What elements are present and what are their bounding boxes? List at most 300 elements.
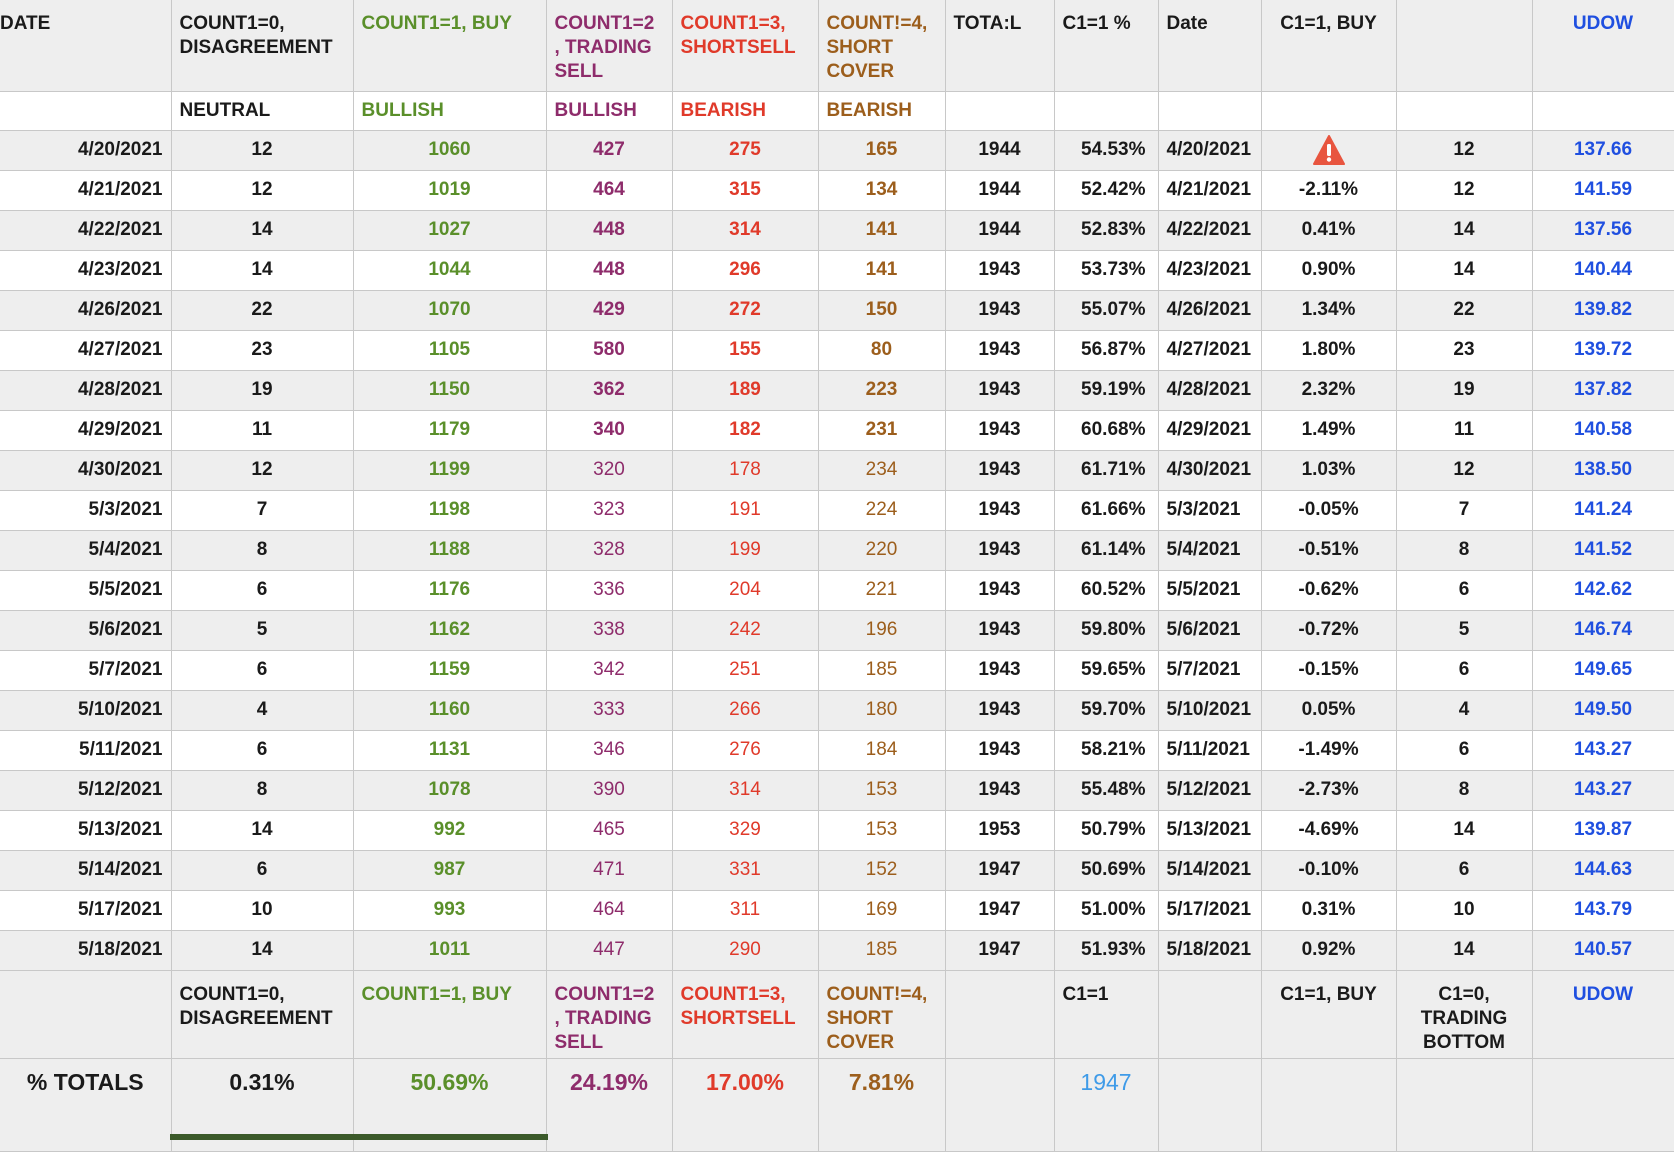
cell-count3[interactable]: 178 — [672, 450, 818, 490]
cell-count1[interactable]: 1078 — [353, 770, 546, 810]
totals-cell-buy[interactable] — [1261, 1058, 1396, 1151]
header-count0[interactable] — [171, 0, 353, 91]
header-c1pct[interactable] — [1054, 0, 1158, 91]
cell-count4[interactable]: 153 — [818, 770, 945, 810]
cell-date2[interactable]: 4/27/2021 — [1158, 330, 1261, 370]
cell-date[interactable]: 4/21/2021 — [0, 170, 171, 210]
cell-date2[interactable]: 4/26/2021 — [1158, 290, 1261, 330]
cell-count0[interactable]: 11 — [171, 410, 353, 450]
cell-count-repeat[interactable]: 6 — [1396, 650, 1532, 690]
cell-total[interactable]: 1944 — [945, 210, 1054, 250]
cell-count0[interactable]: 23 — [171, 330, 353, 370]
cell-udow[interactable]: 141.59 — [1532, 170, 1674, 210]
cell-count1[interactable]: 1188 — [353, 530, 546, 570]
cell-udow[interactable]: 140.58 — [1532, 410, 1674, 450]
cell-date2[interactable]: 4/21/2021 — [1158, 170, 1261, 210]
cell-count2[interactable]: 464 — [546, 890, 672, 930]
cell-c1pct[interactable]: 61.71% — [1054, 450, 1158, 490]
cell-count-repeat[interactable]: 12 — [1396, 130, 1532, 170]
cell-date[interactable]: 4/28/2021 — [0, 370, 171, 410]
cell-count2[interactable]: 390 — [546, 770, 672, 810]
cell-date[interactable]: 4/27/2021 — [0, 330, 171, 370]
cell-count2[interactable]: 323 — [546, 490, 672, 530]
cell-count4[interactable]: 141 — [818, 250, 945, 290]
cell-c1pct[interactable]: 51.93% — [1054, 930, 1158, 970]
cell-c1buy[interactable]: -0.10% — [1261, 850, 1396, 890]
cell-date[interactable]: 5/11/2021 — [0, 730, 171, 770]
cell-c1pct[interactable]: 54.53% — [1054, 130, 1158, 170]
cell-c1buy[interactable]: 1.34% — [1261, 290, 1396, 330]
cell-count3[interactable]: 311 — [672, 890, 818, 930]
cell-count3[interactable]: 272 — [672, 290, 818, 330]
cell-count2[interactable]: 448 — [546, 250, 672, 290]
cell-count3[interactable]: 189 — [672, 370, 818, 410]
header-count1[interactable] — [353, 0, 546, 91]
cell-date[interactable]: 4/23/2021 — [0, 250, 171, 290]
cell-c1buy[interactable]: 1.03% — [1261, 450, 1396, 490]
cell-count0[interactable]: 14 — [171, 930, 353, 970]
cell-count2[interactable]: 464 — [546, 170, 672, 210]
cell-count0[interactable]: 19 — [171, 370, 353, 410]
cell-count3[interactable]: 266 — [672, 690, 818, 730]
cell-date[interactable]: 5/10/2021 — [0, 690, 171, 730]
cell-count4[interactable]: 220 — [818, 530, 945, 570]
cell-count2[interactable]: 333 — [546, 690, 672, 730]
cell-count1[interactable]: 992 — [353, 810, 546, 850]
cell-date[interactable]: 5/17/2021 — [0, 890, 171, 930]
cell-count3[interactable]: 275 — [672, 130, 818, 170]
cell-date[interactable]: 5/4/2021 — [0, 530, 171, 570]
cell-date2[interactable]: 5/17/2021 — [1158, 890, 1261, 930]
cell-count3[interactable]: 251 — [672, 650, 818, 690]
cell-count4[interactable]: 152 — [818, 850, 945, 890]
cell-count2[interactable]: 328 — [546, 530, 672, 570]
cell-count1[interactable]: 1027 — [353, 210, 546, 250]
cell-count0[interactable]: 12 — [171, 170, 353, 210]
cell-udow[interactable]: 143.27 — [1532, 770, 1674, 810]
cell-c1buy[interactable]: 2.32% — [1261, 370, 1396, 410]
cell-date[interactable]: 4/20/2021 — [0, 130, 171, 170]
cell-udow[interactable]: 137.82 — [1532, 370, 1674, 410]
cell-date[interactable]: 5/3/2021 — [0, 490, 171, 530]
cell-count4[interactable]: 196 — [818, 610, 945, 650]
totals-count1[interactable]: 50.69% — [353, 1058, 546, 1151]
cell-c1pct[interactable]: 61.14% — [1054, 530, 1158, 570]
cell-udow[interactable]: 138.50 — [1532, 450, 1674, 490]
sub-bearish-2[interactable]: BEARISH — [818, 91, 945, 130]
cell-count4[interactable]: 224 — [818, 490, 945, 530]
footer-count2[interactable] — [546, 970, 672, 1058]
cell-count2[interactable]: 320 — [546, 450, 672, 490]
cell-udow[interactable]: 143.79 — [1532, 890, 1674, 930]
cell-total[interactable]: 1943 — [945, 730, 1054, 770]
cell-c1buy[interactable]: -0.62% — [1261, 570, 1396, 610]
totals-count3[interactable]: 17.00% — [672, 1058, 818, 1151]
header-count2[interactable] — [546, 0, 672, 91]
cell-total[interactable]: 1943 — [945, 690, 1054, 730]
cell-udow[interactable]: 139.87 — [1532, 810, 1674, 850]
cell-count3[interactable]: 290 — [672, 930, 818, 970]
cell-total[interactable]: 1953 — [945, 810, 1054, 850]
cell-c1pct[interactable]: 60.52% — [1054, 570, 1158, 610]
totals-cell-udow[interactable] — [1532, 1058, 1674, 1151]
cell-count0[interactable]: 12 — [171, 130, 353, 170]
cell-count1[interactable]: 1150 — [353, 370, 546, 410]
sub-cell-blank[interactable] — [1396, 91, 1532, 130]
cell-c1pct[interactable]: 59.70% — [1054, 690, 1158, 730]
totals-count4[interactable]: 7.81% — [818, 1058, 945, 1151]
cell-udow[interactable]: 139.82 — [1532, 290, 1674, 330]
cell-udow[interactable]: 149.50 — [1532, 690, 1674, 730]
cell-count0[interactable]: 7 — [171, 490, 353, 530]
cell-date2[interactable]: 5/13/2021 — [1158, 810, 1261, 850]
sub-bearish-1[interactable]: BEARISH — [672, 91, 818, 130]
totals-cell-total[interactable] — [945, 1058, 1054, 1151]
cell-c1pct[interactable]: 59.65% — [1054, 650, 1158, 690]
cell-udow[interactable]: 140.57 — [1532, 930, 1674, 970]
cell-total[interactable]: 1943 — [945, 410, 1054, 450]
cell-date[interactable]: 4/30/2021 — [0, 450, 171, 490]
cell-total[interactable]: 1943 — [945, 370, 1054, 410]
cell-count1[interactable]: 1159 — [353, 650, 546, 690]
footer-c0bottom[interactable] — [1396, 970, 1532, 1058]
totals-c1value[interactable]: 1947 — [1054, 1058, 1158, 1151]
cell-date[interactable]: 5/7/2021 — [0, 650, 171, 690]
cell-total[interactable]: 1943 — [945, 250, 1054, 290]
cell-count0[interactable]: 12 — [171, 450, 353, 490]
header-date[interactable] — [0, 0, 171, 91]
cell-count-repeat[interactable]: 8 — [1396, 770, 1532, 810]
cell-count3[interactable]: 329 — [672, 810, 818, 850]
cell-count1[interactable]: 987 — [353, 850, 546, 890]
cell-count4[interactable]: 134 — [818, 170, 945, 210]
cell-date2[interactable]: 5/6/2021 — [1158, 610, 1261, 650]
cell-count-repeat[interactable]: 6 — [1396, 850, 1532, 890]
cell-udow[interactable]: 144.63 — [1532, 850, 1674, 890]
cell-c1pct[interactable]: 55.07% — [1054, 290, 1158, 330]
cell-count1[interactable]: 1176 — [353, 570, 546, 610]
cell-count3[interactable]: 314 — [672, 770, 818, 810]
cell-count3[interactable]: 314 — [672, 210, 818, 250]
footer-udow[interactable] — [1532, 970, 1674, 1058]
cell-count0[interactable]: 5 — [171, 610, 353, 650]
cell-date2[interactable]: 4/23/2021 — [1158, 250, 1261, 290]
cell-count4[interactable]: 165 — [818, 130, 945, 170]
cell-total[interactable]: 1943 — [945, 650, 1054, 690]
cell-count0[interactable]: 8 — [171, 770, 353, 810]
cell-count2[interactable]: 336 — [546, 570, 672, 610]
totals-count2[interactable]: 24.19% — [546, 1058, 672, 1151]
cell-count3[interactable]: 315 — [672, 170, 818, 210]
cell-udow[interactable]: 141.52 — [1532, 530, 1674, 570]
cell-count0[interactable]: 14 — [171, 250, 353, 290]
header-udow[interactable] — [1532, 0, 1674, 91]
cell-total[interactable]: 1943 — [945, 530, 1054, 570]
cell-count-repeat[interactable]: 7 — [1396, 490, 1532, 530]
cell-c1buy[interactable]: 1.49% — [1261, 410, 1396, 450]
cell-count3[interactable]: 155 — [672, 330, 818, 370]
cell-count4[interactable]: 169 — [818, 890, 945, 930]
cell-date2[interactable]: 5/3/2021 — [1158, 490, 1261, 530]
cell-udow[interactable]: 140.44 — [1532, 250, 1674, 290]
cell-count3[interactable]: 276 — [672, 730, 818, 770]
cell-date2[interactable]: 4/28/2021 — [1158, 370, 1261, 410]
cell-date[interactable]: 5/5/2021 — [0, 570, 171, 610]
cell-c1pct[interactable]: 59.80% — [1054, 610, 1158, 650]
totals-count0[interactable]: 0.31% — [171, 1058, 353, 1151]
cell-c1pct[interactable]: 56.87% — [1054, 330, 1158, 370]
footer-c1[interactable] — [1054, 970, 1158, 1058]
cell-count3[interactable]: 204 — [672, 570, 818, 610]
cell-count4[interactable]: 231 — [818, 410, 945, 450]
cell-count-repeat[interactable]: 14 — [1396, 810, 1532, 850]
cell-c1buy[interactable]: 0.41% — [1261, 210, 1396, 250]
cell-count1[interactable]: 1160 — [353, 690, 546, 730]
cell-count3[interactable]: 199 — [672, 530, 818, 570]
cell-total[interactable]: 1947 — [945, 850, 1054, 890]
cell-count3[interactable]: 242 — [672, 610, 818, 650]
sub-cell-date[interactable] — [0, 91, 171, 130]
cell-total[interactable]: 1947 — [945, 930, 1054, 970]
cell-count4[interactable]: 234 — [818, 450, 945, 490]
cell-c1pct[interactable]: 55.48% — [1054, 770, 1158, 810]
header-blank[interactable] — [1396, 0, 1532, 91]
cell-count1[interactable]: 1060 — [353, 130, 546, 170]
cell-count3[interactable]: 296 — [672, 250, 818, 290]
cell-udow[interactable]: 142.62 — [1532, 570, 1674, 610]
cell-c1pct[interactable]: 50.79% — [1054, 810, 1158, 850]
cell-count0[interactable]: 22 — [171, 290, 353, 330]
cell-count1[interactable]: 1162 — [353, 610, 546, 650]
cell-date2[interactable]: 4/20/2021 — [1158, 130, 1261, 170]
cell-c1buy[interactable]: -2.73% — [1261, 770, 1396, 810]
totals-cell-blank[interactable] — [1396, 1058, 1532, 1151]
sub-bullish-2[interactable]: BULLISH — [546, 91, 672, 130]
cell-count-repeat[interactable]: 12 — [1396, 170, 1532, 210]
cell-date[interactable]: 4/29/2021 — [0, 410, 171, 450]
footer-count4[interactable] — [818, 970, 945, 1058]
cell-total[interactable]: 1943 — [945, 330, 1054, 370]
cell-count4[interactable]: 221 — [818, 570, 945, 610]
cell-c1buy[interactable] — [1261, 130, 1396, 170]
cell-count1[interactable]: 1070 — [353, 290, 546, 330]
cell-count2[interactable]: 465 — [546, 810, 672, 850]
cell-total[interactable]: 1943 — [945, 450, 1054, 490]
cell-c1pct[interactable]: 52.83% — [1054, 210, 1158, 250]
cell-count1[interactable]: 1011 — [353, 930, 546, 970]
cell-udow[interactable]: 143.27 — [1532, 730, 1674, 770]
cell-count1[interactable]: 993 — [353, 890, 546, 930]
cell-count4[interactable]: 185 — [818, 930, 945, 970]
cell-count1[interactable]: 1179 — [353, 410, 546, 450]
cell-c1pct[interactable]: 58.21% — [1054, 730, 1158, 770]
cell-count2[interactable]: 362 — [546, 370, 672, 410]
header-count4[interactable] — [818, 0, 945, 91]
cell-count2[interactable]: 427 — [546, 130, 672, 170]
cell-c1buy[interactable]: -2.11% — [1261, 170, 1396, 210]
cell-count0[interactable]: 6 — [171, 570, 353, 610]
cell-count2[interactable]: 346 — [546, 730, 672, 770]
cell-count1[interactable]: 1131 — [353, 730, 546, 770]
cell-count4[interactable]: 150 — [818, 290, 945, 330]
sub-cell-pct[interactable] — [1054, 91, 1158, 130]
footer-c1buy[interactable] — [1261, 970, 1396, 1058]
cell-count1[interactable]: 1044 — [353, 250, 546, 290]
cell-total[interactable]: 1944 — [945, 130, 1054, 170]
sub-cell-total[interactable] — [945, 91, 1054, 130]
cell-c1buy[interactable]: -0.15% — [1261, 650, 1396, 690]
cell-c1buy[interactable]: 0.31% — [1261, 890, 1396, 930]
cell-date[interactable]: 4/26/2021 — [0, 290, 171, 330]
header-count3[interactable] — [672, 0, 818, 91]
cell-date2[interactable]: 5/7/2021 — [1158, 650, 1261, 690]
cell-count1[interactable]: 1199 — [353, 450, 546, 490]
cell-count1[interactable]: 1019 — [353, 170, 546, 210]
cell-c1pct[interactable]: 52.42% — [1054, 170, 1158, 210]
cell-count4[interactable]: 184 — [818, 730, 945, 770]
cell-count0[interactable]: 14 — [171, 810, 353, 850]
cell-count-repeat[interactable]: 6 — [1396, 730, 1532, 770]
cell-count2[interactable]: 471 — [546, 850, 672, 890]
cell-count-repeat[interactable]: 14 — [1396, 250, 1532, 290]
cell-total[interactable]: 1947 — [945, 890, 1054, 930]
sub-bullish-1[interactable]: BULLISH — [353, 91, 546, 130]
sub-cell-date2[interactable] — [1158, 91, 1261, 130]
cell-total[interactable]: 1943 — [945, 770, 1054, 810]
cell-count-repeat[interactable]: 12 — [1396, 450, 1532, 490]
cell-c1pct[interactable]: 50.69% — [1054, 850, 1158, 890]
cell-date2[interactable]: 4/29/2021 — [1158, 410, 1261, 450]
cell-count4[interactable]: 141 — [818, 210, 945, 250]
cell-date2[interactable]: 5/12/2021 — [1158, 770, 1261, 810]
cell-c1pct[interactable]: 60.68% — [1054, 410, 1158, 450]
header-total[interactable] — [945, 0, 1054, 91]
cell-c1buy[interactable]: -0.51% — [1261, 530, 1396, 570]
footer-count0[interactable] — [171, 970, 353, 1058]
cell-total[interactable]: 1944 — [945, 170, 1054, 210]
cell-count2[interactable]: 338 — [546, 610, 672, 650]
cell-count3[interactable]: 191 — [672, 490, 818, 530]
cell-count0[interactable]: 6 — [171, 730, 353, 770]
footer-header-blank[interactable] — [0, 970, 171, 1058]
cell-udow[interactable]: 137.66 — [1532, 130, 1674, 170]
cell-count-repeat[interactable]: 14 — [1396, 930, 1532, 970]
cell-udow[interactable]: 146.74 — [1532, 610, 1674, 650]
cell-date2[interactable]: 5/14/2021 — [1158, 850, 1261, 890]
cell-count-repeat[interactable]: 8 — [1396, 530, 1532, 570]
cell-count2[interactable]: 580 — [546, 330, 672, 370]
cell-c1buy[interactable]: 0.90% — [1261, 250, 1396, 290]
cell-total[interactable]: 1943 — [945, 490, 1054, 530]
cell-count0[interactable]: 14 — [171, 210, 353, 250]
cell-date2[interactable]: 5/11/2021 — [1158, 730, 1261, 770]
cell-count0[interactable]: 6 — [171, 850, 353, 890]
cell-c1pct[interactable]: 59.19% — [1054, 370, 1158, 410]
cell-udow[interactable]: 137.56 — [1532, 210, 1674, 250]
header-c1buy[interactable] — [1261, 0, 1396, 91]
cell-count-repeat[interactable]: 11 — [1396, 410, 1532, 450]
cell-c1pct[interactable]: 53.73% — [1054, 250, 1158, 290]
footer-header-date2[interactable] — [1158, 970, 1261, 1058]
cell-udow[interactable]: 149.65 — [1532, 650, 1674, 690]
cell-date[interactable]: 4/22/2021 — [0, 210, 171, 250]
sub-neutral[interactable]: NEUTRAL — [171, 91, 353, 130]
cell-count-repeat[interactable]: 10 — [1396, 890, 1532, 930]
footer-count1[interactable] — [353, 970, 546, 1058]
totals-label[interactable]: % TOTALS — [0, 1058, 171, 1151]
cell-c1pct[interactable]: 51.00% — [1054, 890, 1158, 930]
cell-count-repeat[interactable]: 14 — [1396, 210, 1532, 250]
cell-c1buy[interactable]: -4.69% — [1261, 810, 1396, 850]
cell-date2[interactable]: 5/5/2021 — [1158, 570, 1261, 610]
cell-count-repeat[interactable]: 23 — [1396, 330, 1532, 370]
cell-count2[interactable]: 448 — [546, 210, 672, 250]
cell-count3[interactable]: 331 — [672, 850, 818, 890]
cell-count-repeat[interactable]: 19 — [1396, 370, 1532, 410]
sub-cell-buy[interactable] — [1261, 91, 1396, 130]
cell-count4[interactable]: 80 — [818, 330, 945, 370]
cell-count-repeat[interactable]: 22 — [1396, 290, 1532, 330]
cell-date[interactable]: 5/6/2021 — [0, 610, 171, 650]
header-date2[interactable] — [1158, 0, 1261, 91]
cell-count-repeat[interactable]: 6 — [1396, 570, 1532, 610]
cell-count0[interactable]: 6 — [171, 650, 353, 690]
cell-udow[interactable]: 139.72 — [1532, 330, 1674, 370]
cell-count2[interactable]: 340 — [546, 410, 672, 450]
cell-date[interactable]: 5/18/2021 — [0, 930, 171, 970]
cell-c1buy[interactable]: -1.49% — [1261, 730, 1396, 770]
cell-date[interactable]: 5/13/2021 — [0, 810, 171, 850]
cell-date2[interactable]: 4/30/2021 — [1158, 450, 1261, 490]
footer-count3[interactable] — [672, 970, 818, 1058]
cell-count4[interactable]: 180 — [818, 690, 945, 730]
cell-date2[interactable]: 4/22/2021 — [1158, 210, 1261, 250]
cell-count1[interactable]: 1198 — [353, 490, 546, 530]
totals-cell-date2[interactable] — [1158, 1058, 1261, 1151]
cell-count2[interactable]: 429 — [546, 290, 672, 330]
cell-count4[interactable]: 185 — [818, 650, 945, 690]
footer-header-total[interactable] — [945, 970, 1054, 1058]
cell-c1buy[interactable]: 0.92% — [1261, 930, 1396, 970]
cell-count2[interactable]: 342 — [546, 650, 672, 690]
cell-total[interactable]: 1943 — [945, 610, 1054, 650]
cell-total[interactable]: 1943 — [945, 290, 1054, 330]
cell-count3[interactable]: 182 — [672, 410, 818, 450]
cell-count-repeat[interactable]: 4 — [1396, 690, 1532, 730]
cell-count0[interactable]: 10 — [171, 890, 353, 930]
cell-udow[interactable]: 141.24 — [1532, 490, 1674, 530]
cell-c1buy[interactable]: -0.72% — [1261, 610, 1396, 650]
cell-date2[interactable]: 5/10/2021 — [1158, 690, 1261, 730]
cell-count4[interactable]: 223 — [818, 370, 945, 410]
cell-total[interactable]: 1943 — [945, 570, 1054, 610]
cell-c1pct[interactable]: 61.66% — [1054, 490, 1158, 530]
cell-count0[interactable]: 8 — [171, 530, 353, 570]
sub-cell-udow[interactable] — [1532, 91, 1674, 130]
cell-date[interactable]: 5/12/2021 — [0, 770, 171, 810]
cell-date[interactable]: 5/14/2021 — [0, 850, 171, 890]
cell-count-repeat[interactable]: 5 — [1396, 610, 1532, 650]
cell-date2[interactable]: 5/4/2021 — [1158, 530, 1261, 570]
cell-c1buy[interactable]: 1.80% — [1261, 330, 1396, 370]
cell-count0[interactable]: 4 — [171, 690, 353, 730]
cell-c1buy[interactable]: -0.05% — [1261, 490, 1396, 530]
cell-count4[interactable]: 153 — [818, 810, 945, 850]
cell-count2[interactable]: 447 — [546, 930, 672, 970]
cell-count1[interactable]: 1105 — [353, 330, 546, 370]
cell-date2[interactable]: 5/18/2021 — [1158, 930, 1261, 970]
cell-c1buy[interactable]: 0.05% — [1261, 690, 1396, 730]
